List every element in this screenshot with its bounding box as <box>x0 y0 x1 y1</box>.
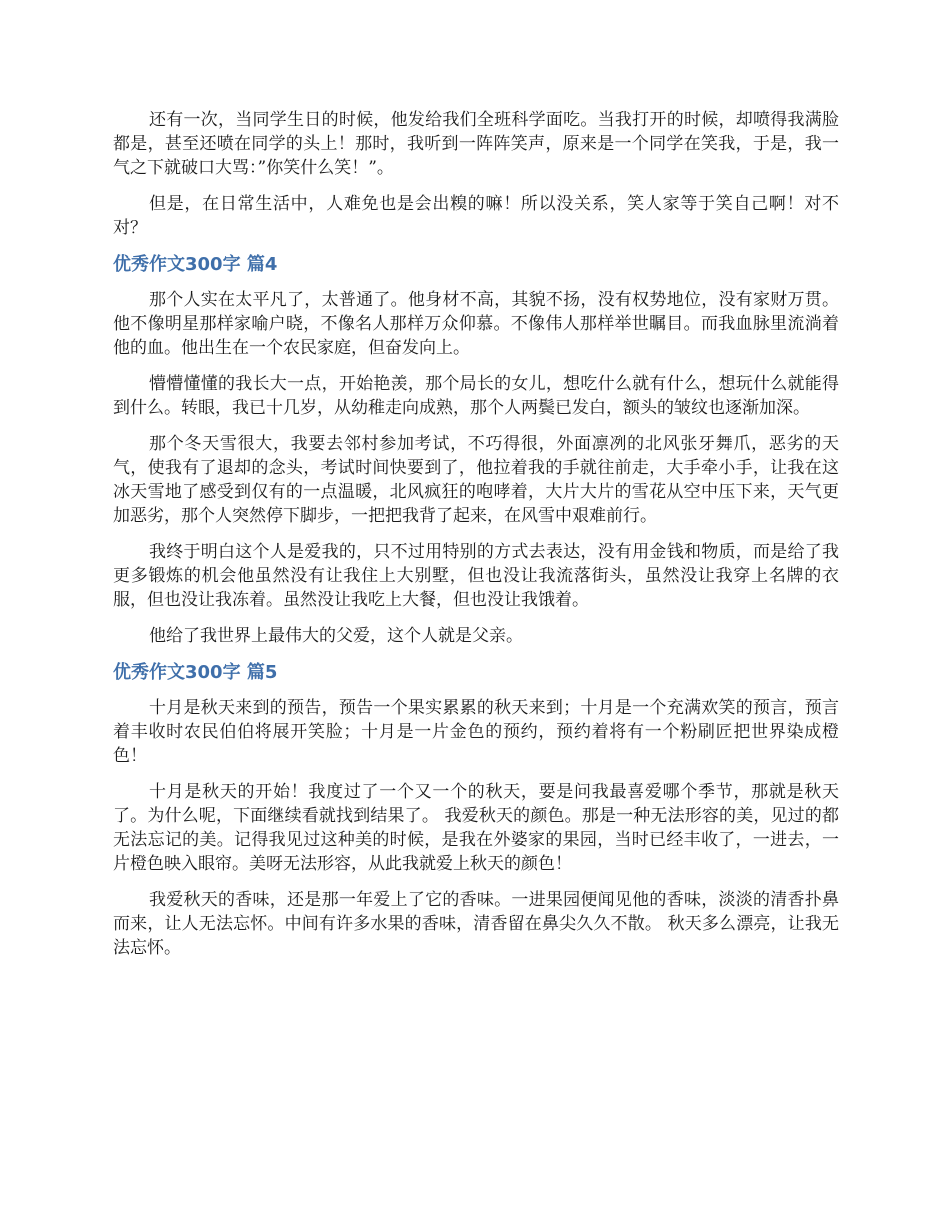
paragraph: 那个冬天雪很大，我要去邻村参加考试，不巧得很，外面凛冽的北风张牙舞爪，恶劣的天气，使我有了退却的念头，考试时间快要到了，他拉着我的手就往前走，大手牵小手，让我在这冰天雪地了感受到仅有的一点温暖，北风疯狂的咆哮着，大片大片的雪花从空中压下来，天气更加恶劣，那个人突然停下脚步，一把把我背了起来，在风雪中艰难前行。 <box>113 434 839 526</box>
paragraph: 还有一次，当同学生日的时候，他发给我们全班科学面吃。当我打开的时候，却喷得我满脸都是，甚至还喷在同学的头上！那时，我听到一阵阵笑声，原来是一个同学在笑我，于是，我一气之下就破口大骂：”你笑什么笑！”。 <box>113 110 839 178</box>
document-body <box>113 108 839 972</box>
paragraph: 他给了我世界上最伟大的父爱，这个人就是父亲。 <box>149 626 523 646</box>
paragraph: 我爱秋天的香味，还是那一年爱上了它的香味。一进果园便闻见他的香味，淡淡的清香扑鼻而来，让人无法忘怀。中间有许多水果的香味，清香留在鼻尖久久不散。 秋天多么漂亮，让我无法忘怀。 <box>113 890 839 958</box>
paragraph: 十月是秋天的开始！我度过了一个又一个的秋天，要是问我最喜爱哪个季节，那就是秋天了。为什么呢，下面继续看就找到结果了。 我爱秋天的颜色。那是一种无法形容的美，见过的都无法忘记的美。记得我见过这种美的时候，是我在外婆家的果园，当时已经丰收了，一进去，一片橙色映入眼帘。美呀无法形容，从此我就爱上秋天的颜色！ <box>113 782 839 874</box>
paragraph: 那个人实在太平凡了，太普通了。他身材不高，其貌不扬，没有权势地位，没有家财万贯。他不像明星那样家喻户晓，不像名人那样万众仰慕。不像伟人那样举世瞩目。而我血脉里流淌着他的血。他出生在一个农民家庭，但奋发向上。 <box>113 290 839 358</box>
paragraph: 我终于明白这个人是爱我的，只不过用特别的方式去表达，没有用金钱和物质，而是给了我更多锻炼的机会他虽然没有让我住上大别墅，但也没让我流落街头，虽然没让我穿上名牌的衣服，但也没让我冻着。虽然没让我吃上大餐，但也没让我饿着。 <box>113 542 839 610</box>
paragraph: 但是，在日常生活中，人难免也是会出糗的嘛！所以没关系，笑人家等于笑自己啊！对不对？ <box>113 194 839 238</box>
paragraph: 十月是秋天来到的预告，预告一个果实累累的秋天来到；十月是一个充满欢笑的预言，预言着丰收时农民伯伯将展开笑脸；十月是一片金色的预约，预约着将有一个粉刷匠把世界染成橙色！ <box>113 698 839 766</box>
section-heading: 优秀作文300字 篇4 <box>113 254 278 275</box>
section-heading: 优秀作文300字 篇5 <box>113 662 278 683</box>
paragraph: 懵懵懂懂的我长大一点，开始艳羡，那个局长的女儿，想吃什么就有什么，想玩什么就能得到什么。转眼，我已十几岁，从幼稚走向成熟，那个人两鬓已发白，额头的皱纹也逐渐加深。 <box>113 374 839 418</box>
